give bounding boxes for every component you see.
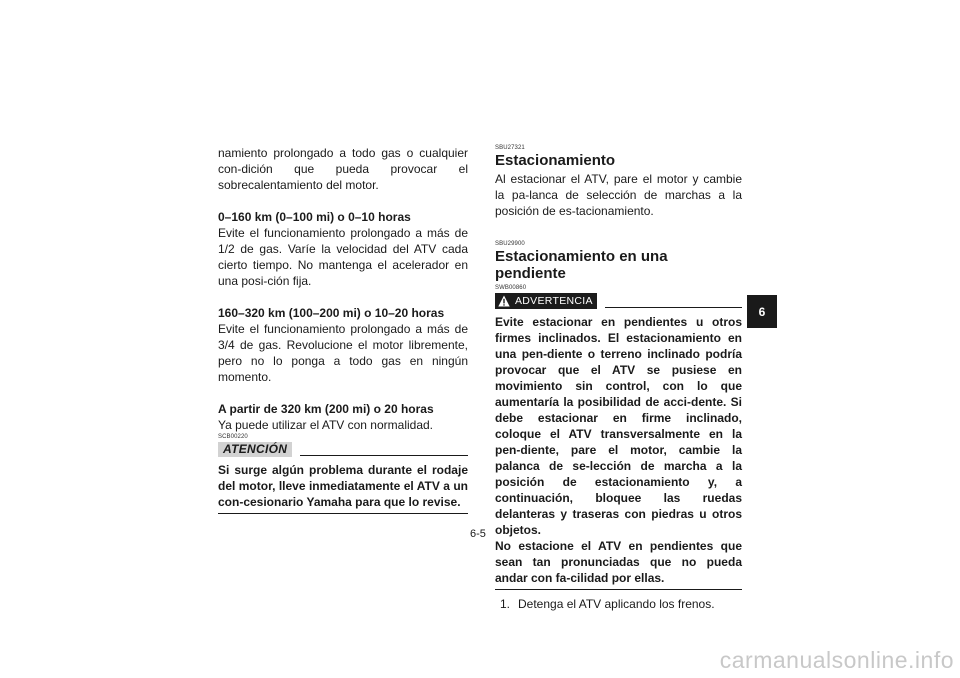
caution-header-rule [300,455,468,456]
caution-text: Si surge algún problema durante el rodaje del motor, lleve inmediatamente el ATV a un con-cesionario Yamaha para que lo revise. [218,463,468,509]
section-code-slope: SBU29900 [495,241,525,247]
parking-paragraph: Al estacionar el ATV, pare el motor y cambie la pa-lanca de selección de marchas a la posición de es-tacionamiento. [495,172,742,218]
warning-label [495,293,597,309]
step-number: 1. [500,597,511,611]
section-body-0-160: Evite el funcionamiento prolongado a más de 1/2 de gas. Varíe la velocidad del ATV cada cierto tiempo. No mantenga el acelerador en una posi-ción fija. [218,226,468,288]
section-body-160-320: Evite el funcionamiento prolongado a más de 3/4 de gas. Revolucione el motor libremente, pero no lo ponga a todo gas en ningún momento. [218,322,468,384]
list-item [495,596,742,612]
warning-header [495,293,742,309]
section-title-0-160: 0–160 km (0–100 mi) o 0–10 horas [218,210,411,224]
watermark: carmanualsonline.info [719,647,954,673]
caution-header [218,442,468,457]
left-column [218,145,468,514]
warning-header-rule [605,307,742,308]
warning-label-text: ADVERTENCIA [515,295,593,307]
right-column [495,144,742,612]
heading-parking: Estacionamiento [495,152,616,169]
warning-triangle-icon [498,295,510,307]
step-text: Detenga el ATV aplicando los frenos. [518,597,715,611]
section-title-320-plus: A partir de 320 km (200 mi) o 20 horas [218,402,434,416]
chapter-tab: 6 [747,295,777,328]
warning-paragraph-1: Evite estacionar en pendientes u otros firmes inclinados. El estacionamiento en una pen-diente o terreno inclinado podría provocar que el ATV se pusiese en movimiento sin control, con lo que aumentaría la posibilidad de acci-dente. Si debe estacionar en firme inclinado, coloque el ATV transversalmente en la pen-diente, pare el motor, cambie la palanca de se-lección de marcha a la posición de estacionamiento y, a continuación, bloquee las ruedas delanteras y traseras con piedras u otros objetos. [495,315,742,537]
page-number: 6-5 [470,528,486,540]
caution-code: SCB00220 [218,434,248,440]
intro-paragraph: namiento prolongado a todo gas o cualquier con-dición que pueda provocar el sobrecalentamiento del motor. [218,146,468,192]
section-body-320-plus: Ya puede utilizar el ATV con normalidad. [218,418,434,432]
warning-code: SWB00860 [495,285,527,291]
warning-end-rule [495,589,742,590]
section-code-parking: SBU27321 [495,145,525,151]
caution-label: ATENCIÓN [218,442,292,457]
heading-parking-slope: Estacionamiento en una pendiente [495,248,668,282]
caution-end-rule [218,513,468,514]
section-title-160-320: 160–320 km (100–200 mi) o 10–20 horas [218,306,445,320]
warning-paragraph-2: No estacione el ATV en pendientes que sean tan pronunciadas que no pueda andar con fa-cilidad por ellas. [495,539,742,585]
